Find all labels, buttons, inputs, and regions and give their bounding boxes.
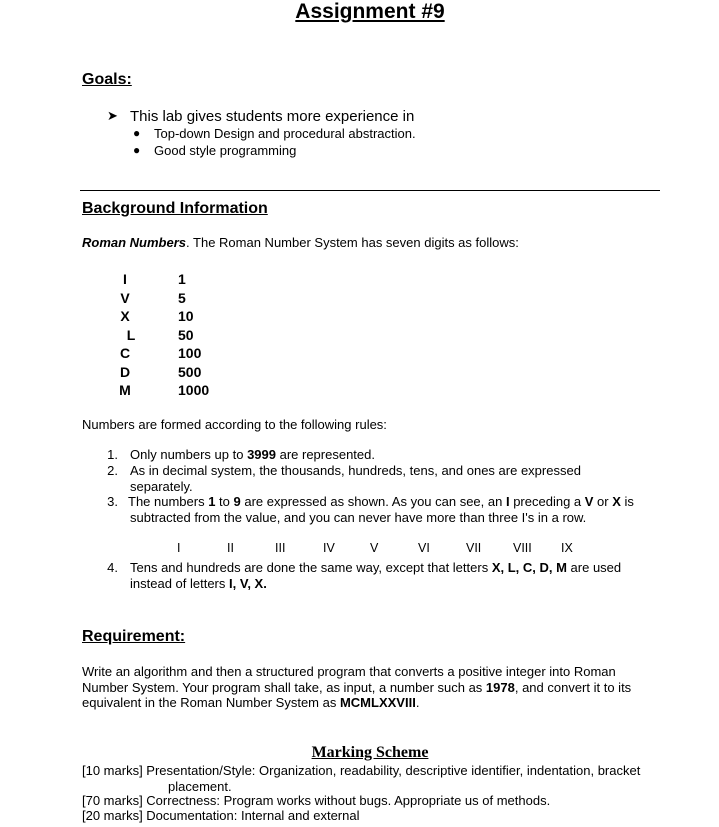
requirement-bold: 1978 [485,680,515,695]
requirement-text: equivalent in the Roman Number System as [82,695,340,710]
goals-heading: Goals: [82,71,132,88]
requirement-text: , and convert it to its [514,680,632,695]
background-heading: Background Information [82,200,268,217]
roman-letter: C [119,345,131,361]
rule-1-bold: 3999 [247,447,276,462]
requirement-bold: MCMLXXVIII [339,695,416,710]
numeral: III [275,541,286,555]
numeral: II [227,541,234,555]
roman-value: 500 [178,363,202,380]
rule-3-bold: 1 [208,494,216,509]
rule-3-bold: V [584,494,594,509]
rule-4-text: Tens and hundreds are done the same way, except that letters [130,560,492,575]
marking-scheme-heading: Marking Scheme [311,744,429,761]
roman-values [178,270,209,400]
numeral: V [370,541,379,555]
roman-value: 100 [178,345,202,361]
requirement-line-3 [82,695,419,711]
rule-3-line-2: subtracted from the value, and you can never have more than three I's in a row. [130,510,587,525]
rule-3-bold: X [612,494,621,509]
requirement-line-1: Write an algorithm and then a structured program that converts a positive integer into Roman [82,664,616,679]
rule-2-line-1: As in decimal system, the thousands, hundreds, tens, and ones are expressed [130,463,581,478]
intro-bold: Roman Numbers [82,235,187,250]
rule-number: 1. [107,447,118,462]
arrow-bullet-icon: ➤ [107,108,118,123]
rule-4-bold: I, V, X. [229,576,267,591]
numeral: IX [561,541,573,555]
marking-item-2: [70 marks] Correctness: Program works without bugs. Appropriate us of methods. [82,793,551,808]
roman-letter: X [120,308,130,324]
rule-1-text: Only numbers up to [130,447,248,462]
rule-4-text: instead of letters [130,576,229,591]
numeral: I [177,541,181,555]
bullet-icon: ● [133,126,141,140]
goals-bullet-2: Good style programming [154,143,297,158]
rule-3-text: to [215,494,234,509]
numeral: VII [466,541,482,555]
rule-3-line-1 [128,494,634,510]
rule-4-text: are used [566,560,622,575]
rule-3-text: The numbers [128,494,209,509]
rule-3-text: preceding a [509,494,585,509]
roman-value: 50 [178,326,194,343]
section-divider [80,190,660,191]
rule-2-line-2: separately. [130,479,193,494]
roman-numerals-row [0,541,719,557]
background-intro [82,235,519,251]
rule-3-bold: I [505,494,510,509]
rule-3-text: are expressed as shown. As you can see, an [240,494,506,509]
roman-letter: V [120,289,130,306]
bullet-icon: ● [133,143,141,157]
marking-item-3: [20 marks] Documentation: Internal and external [82,808,360,823]
rule-4-line-2 [130,576,267,592]
roman-letter: D [119,363,131,380]
rule-3-bold: 9 [233,494,241,509]
roman-value: 1 [178,271,186,287]
requirement-text: Number System. Your program shall take, as input, a number such as [82,680,486,695]
roman-value: 10 [178,308,194,324]
roman-value: 1000 [178,382,210,398]
rule-1-text-end: are represented. [275,447,375,462]
rule-3-text: or [593,494,613,509]
rule-number: 3. [107,494,118,509]
goals-bullet-1: Top-down Design and procedural abstraction. [154,126,416,141]
rule-4-line-1 [130,560,621,576]
marking-item-1: [10 marks] Presentation/Style: Organization, readability, descriptive identifier, indentation, bracket [82,763,641,778]
rules-intro: Numbers are formed according to the following rules: [82,417,387,432]
page-title: Assignment #9 [295,0,445,23]
requirement-text: . [415,695,420,710]
rule-number: 2. [107,463,118,478]
rule-3-text: is [620,494,634,509]
rule-4-bold: X, L, C, D, M [491,560,567,575]
marking-item-1-cont: placement. [168,779,232,794]
roman-letter: M [119,382,131,398]
roman-value: 5 [178,289,186,306]
goals-main: This lab gives students more experience in [130,108,415,125]
intro-rest: . The Roman Number System has seven digits as follows: [186,235,519,250]
roman-letter: L [126,326,136,343]
numeral: VIII [513,541,532,555]
roman-letter: I [123,271,127,287]
roman-digits-table [118,270,138,400]
rule-number: 4. [107,560,118,575]
requirement-heading: Requirement: [82,628,186,645]
requirement-line-2 [82,680,631,696]
numeral: VI [418,541,430,555]
rule-1 [130,447,375,463]
numeral: IV [323,541,335,555]
